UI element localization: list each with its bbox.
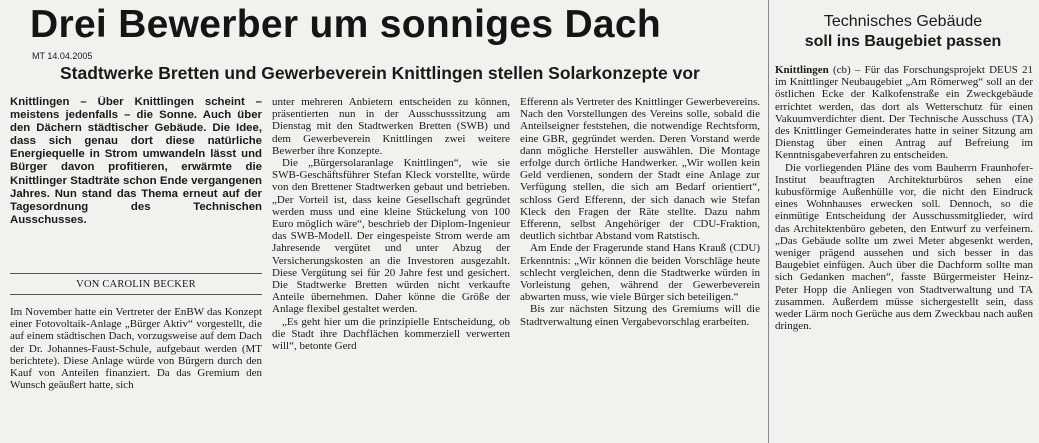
sidebar-lead-text: (cb) – Für das Forschungsprojekt DEUS 21 im Knittlinger Neubaugebiet „Am Römerweg“ soll an der östlichen Ecke der Kalkofenstraße ein Zweckgebäude errichtet werden, das dort als Wetterschutz für einen Vakuumverdichter dient. Der Technische Ausschuss (TA) des Knittlinger Gemeinderates hatte in seiner Sitzung am Dienstag über einen Antrag auf Befreiung im Kenntnisgabeverfahren zu entscheiden. [775,64,1033,162]
article-headline: Drei Bewerber um sonniges Dach [30,3,662,46]
article-lead: Knittlingen – Über Knittlingen scheint – meistens jedenfalls – die Sonne. Auch über den Dächern städtischer Gebäude. Die Idee, dass sich genau dort diese natürliche Energiequelle in Strom umwandeln lässt und Bürger davon profitieren, erwärmte die Knittlinger Stadträte schon Ende vergangenen Jahres. Nun stand das Thema erneut auf der Tagesordnung des Technischen Ausschusses. [10,96,262,226]
article-paragraph: Im November hatte ein Vertreter der EnBW das Konzept einer Fotovoltaik-Anlage „Bürger Aktiv“ vorgestellt, die auf einem städtischen Dach, vorzugsweise auf dem Dach der Dr. Johannes-Faust-Schule, aufgebaut werden (MT berichtete). Diese Anlage würde von Bürgern durch den Kauf von Anteilen finanziert. Da das Gremium den Wunsch geäußert hatte, sich [10,306,262,392]
sidebar-headline [772,12,1034,52]
sidebar-paragraph: Die vorliegenden Pläne des vom Bauherrn Fraunhofer-Institut beauftragten Architekturbüros sehen eine kubusförmige Außenhülle vor, die nicht den Eindruck eines Wohnhauses erwecken soll. Dennoch, so die einmütige Entscheidung der Ausschussmitglieder, wird das Architektenbüro gebeten, den Entwurf zu verfeinern. „Das Gebäude sollte um zwei Meter abgesenkt werden, weniger prägend aussehen und sich besser in das Baugebiet einfügen. Auch über die Dachform sollte man sich Gedanken machen“, fasste Bürgermeister Heinz-Peter Hopp die Anliegen von Stadtverwaltung und TA zusammen. Außerdem müsse sichergestellt sein, dass weder Lärm noch Gerüche aus dem Zweckbau nach außen dringen. [775,161,1033,333]
sidebar-paragraph [775,64,1033,162]
article-paragraph: unter mehreren Anbietern entscheiden zu können, präsentierten nun in der Ausschusssitzung am Dienstag mit den Stadtwerken Bretten (SWB) und dem Gewerbeverein Knittlingen zwei weitere Bewerber ihre Konzepte. [272,96,510,157]
article-column-3 [520,96,760,441]
byline-rule-top [10,273,262,274]
article-paragraph: Am Ende der Fragerunde stand Hans Krauß (CDU) Erkenntnis: „Wir können die beiden Vorschläge heute schlecht vergleichen, denn die Stadtwerke würden in Vorleistung gehen, während der Gewerbeverein abwarten muss, wie viele Bürger sich beteiligen.“ [520,242,760,304]
article-paragraph: Die „Bürgersolaranlage Knittlingen“, wie sie SWB-Geschäftsführer Stefan Kleck vorstellte, würde von den Brettener Stadtwerken gebaut und betrieben. „Der Vorteil ist, dass keine Gesellschaft gegründet werden muss und eine kleine Stückelung von 100 Euro möglich wäre“, beschrieb der Diplom-Ingenieur das SWB-Modell. Der eingespeiste Strom werde am Jahresende vergütet und unter Abzug der Versicherungskosten an die Investoren ausgezahlt. Diese Vergütung sei für 20 Jahre fest und gesichert. Die Stadtwerke Bretten würden nicht verkaufte Anteile übernehmen. Daher könne die Größe der Anlage flexibel gestaltet werden. [272,157,510,316]
article-subheadline: Stadtwerke Bretten und Gewerbeverein Knittlingen stellen Solarkonzepte vor [60,63,700,83]
article-column-1-body [10,306,262,440]
article-byline: VON CAROLIN BECKER [76,279,196,290]
sidebar-headline-line-1: Technisches Gebäude [823,13,983,30]
sidebar-headline-line-2: soll ins Baugebiet passen [804,33,1002,50]
article-paragraph: „Es geht hier um die prinzipielle Entscheidung, ob die Stadt ihre Dachflächen kommerziell verwerten will“, betonte Gerd [272,315,510,353]
article-column-2 [272,96,510,441]
column-separator [768,0,769,443]
article-paragraph: Bis zur nächsten Sitzung des Gremiums will die Stadtverwaltung einen Vergabevorschlag erarbeiten. [520,303,760,328]
sidebar-column [775,64,1033,440]
byline-rule-bottom [10,294,262,295]
article-dateline: MT 14.04.2005 [32,51,93,61]
article-paragraph: Efferenn als Vertreter des Knittlinger Gewerbevereins. Nach den Vorstellungen des Vereins solle, sobald die Anteilseigner feststehen, die notwendige Rechtsform, eine GBR, gegründet werden. Deren Vorstand werde dann mögliche Hersteller auswählen. Die Montage erfolge durch örtliche Handwerker. „Wir wollen kein Geld verdienen, sondern der Stadt eine Anlage zur Verfügung stellen, die sich am Bedarf orientiert“, schloss Gerd Efferenn, der sich danach wie Stefan Kleck den Fragen der Räte stellte. Dazu nahm Efferenn, selbst Angehöriger der CDU-Fraktion, deutlich sichtbar Abstand vom Ratstisch. [520,96,760,243]
article-column-1 [10,96,262,264]
sidebar-lead-place: Knittlingen [775,64,829,76]
